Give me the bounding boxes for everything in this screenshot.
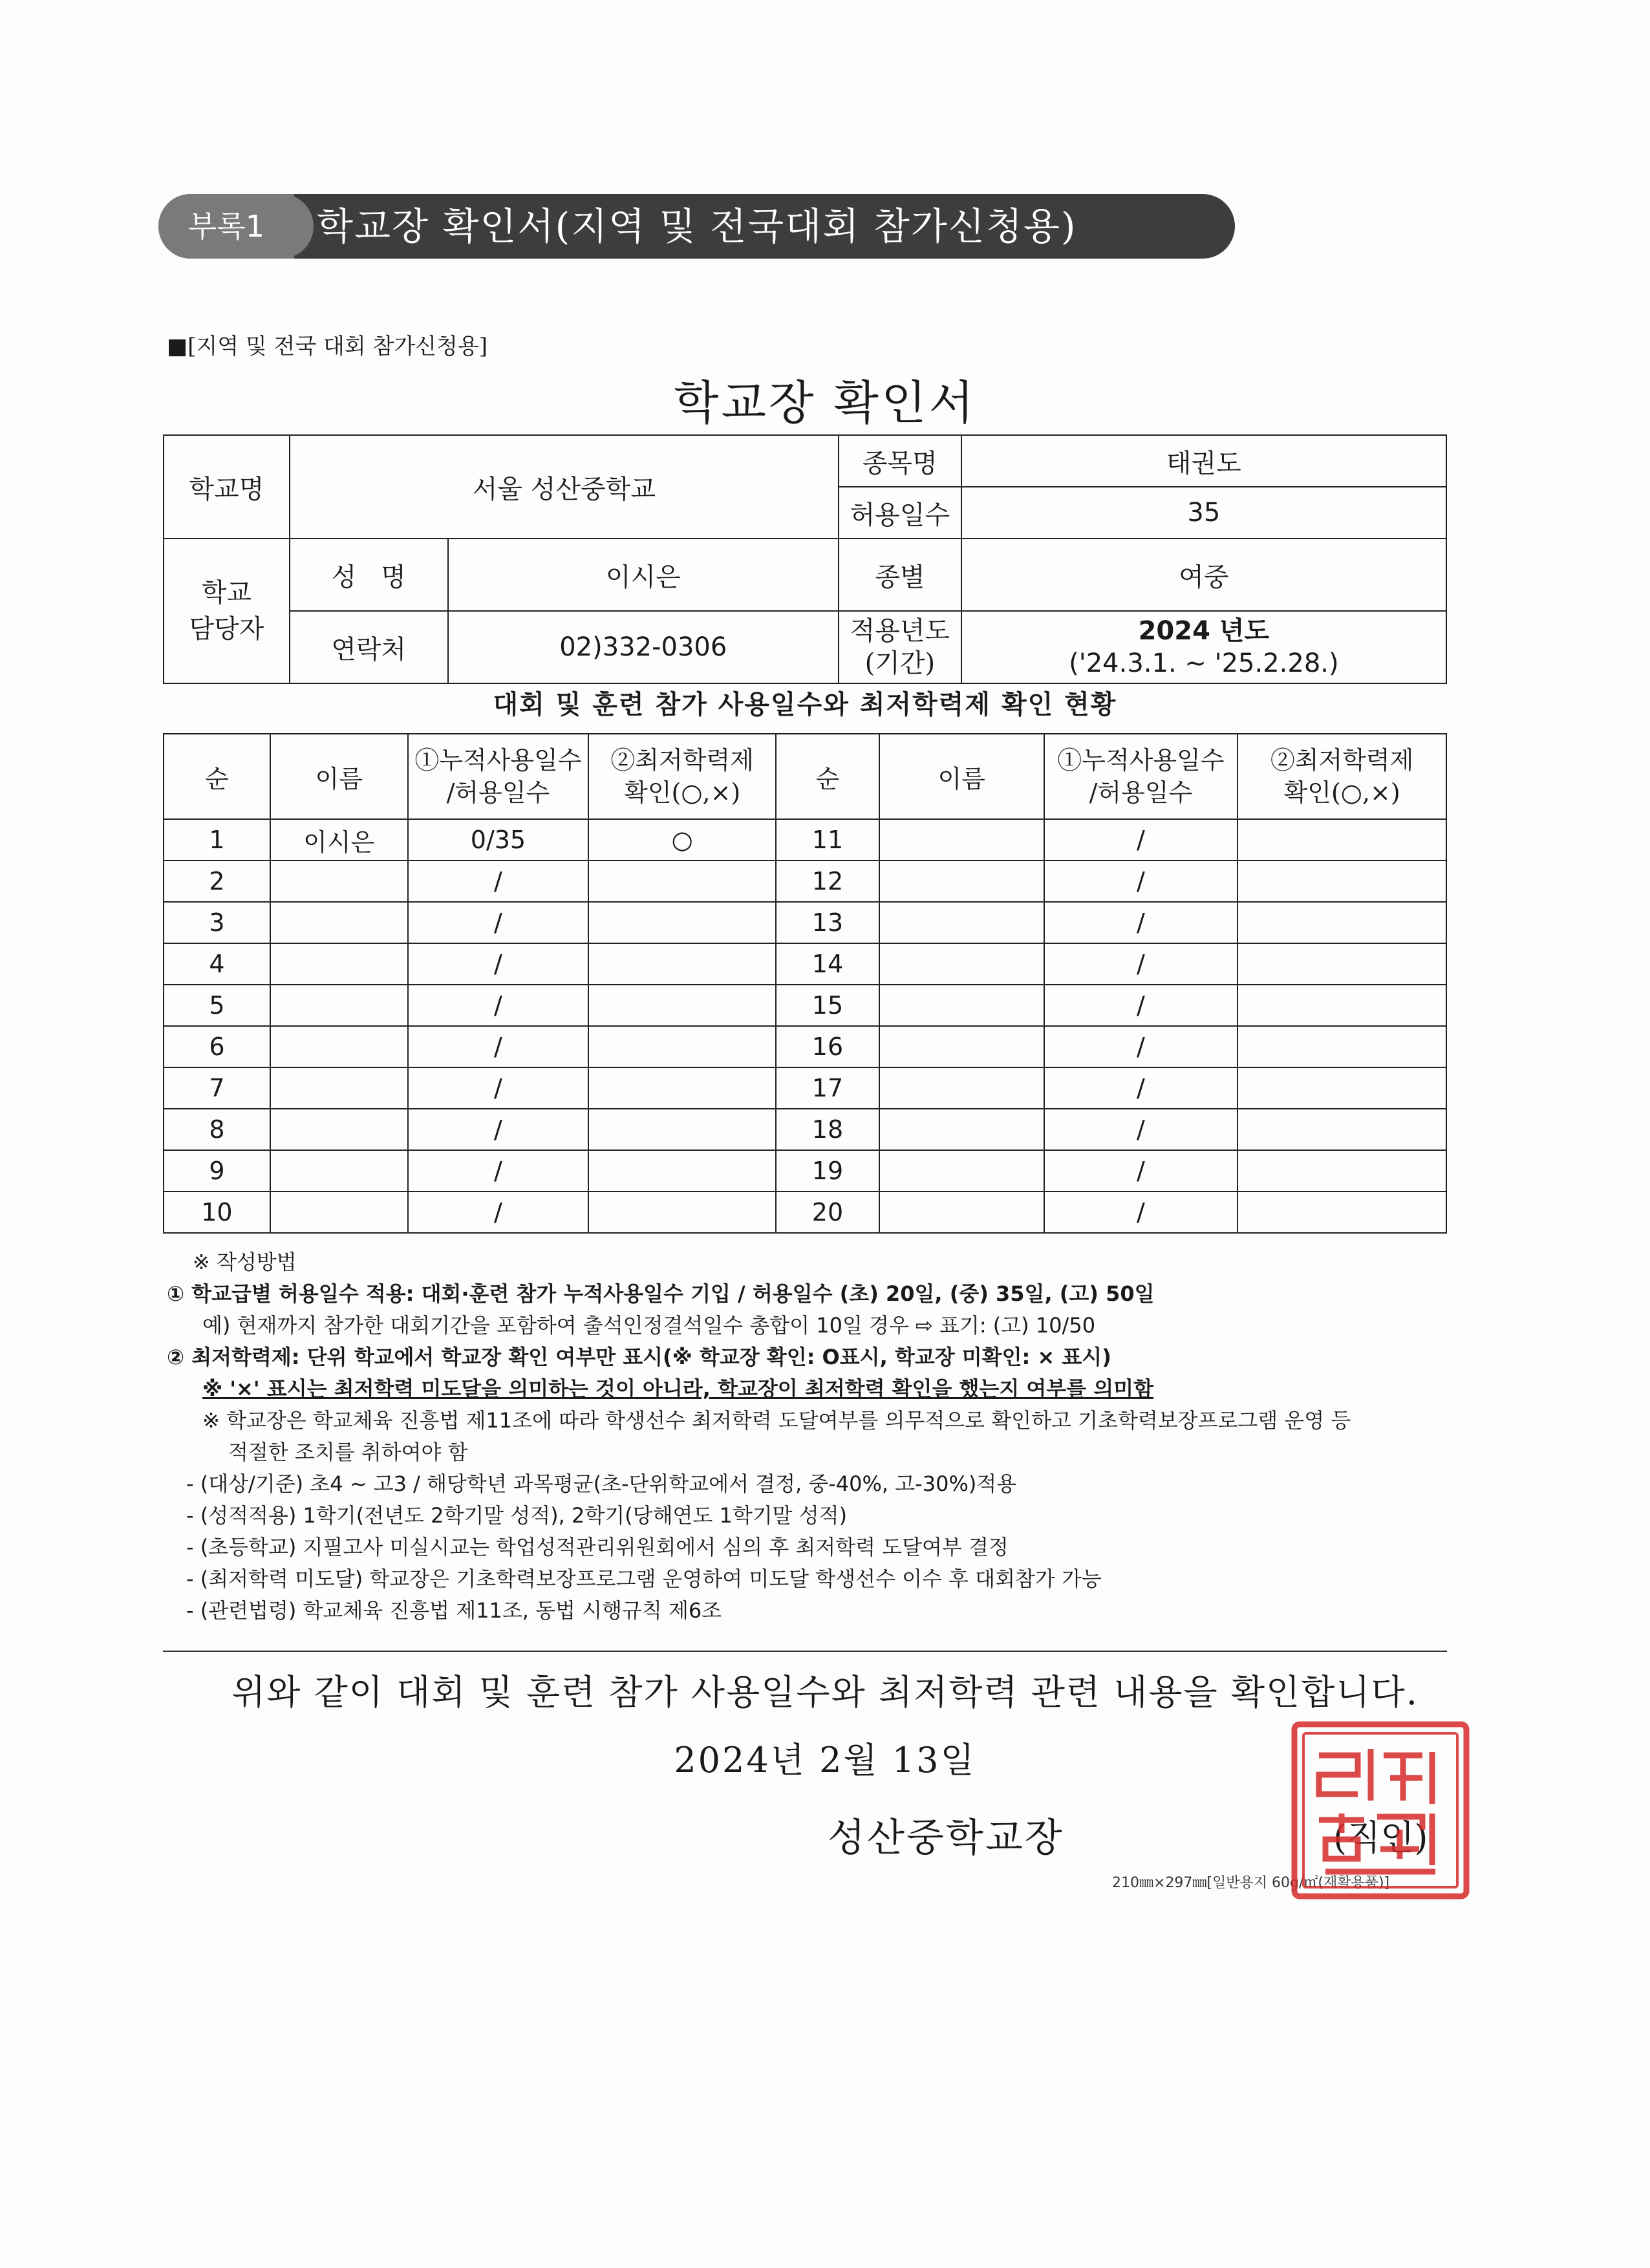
header-days: ①누적사용일수 /허용일수 xyxy=(408,734,589,819)
row-days: / xyxy=(408,902,589,943)
sport-value: 태권도 xyxy=(961,435,1446,487)
detail-4: - (최저학력 미도달) 학교장은 기초학력보장프로그램 운영하여 미도달 학생선수 이수 후 대회참가 가능 xyxy=(186,1567,1102,1591)
contact-label: 연락처 xyxy=(290,611,448,683)
row-no: 3 xyxy=(164,902,270,943)
name-value: 이시은 xyxy=(448,539,839,611)
table-row xyxy=(164,1067,1446,1109)
row-name xyxy=(270,1067,408,1109)
header-no-2: 순 xyxy=(776,734,879,819)
seal-label: (직인) xyxy=(1333,1817,1428,1858)
school-label: 학교명 xyxy=(164,435,290,539)
period-value: ('24.3.1. ~ '25.2.28.) xyxy=(1069,648,1339,678)
table-row xyxy=(164,985,1446,1026)
header-name: 이름 xyxy=(270,734,408,819)
note-2-b-cont: 적절한 조치를 취하여야 함 xyxy=(228,1440,468,1464)
row-days: / xyxy=(408,1026,589,1067)
divider xyxy=(163,1651,1447,1652)
table-row xyxy=(164,861,1446,902)
row-no: 6 xyxy=(164,1026,270,1067)
paper-spec: 210㎜×297㎜[일반용지 60g/㎡(재활용품)] xyxy=(1112,1875,1390,1891)
contact-value: 02)332-0306 xyxy=(448,611,839,683)
confirmation-statement: 위와 같이 대회 및 훈련 참가 사용일수와 최저학력 관련 내용을 확인합니다. xyxy=(231,1672,1419,1713)
row-no-2: 16 xyxy=(776,1026,879,1067)
row-name-2 xyxy=(879,1026,1044,1067)
detail-5: - (관련법령) 학교체육 진흥법 제11조, 동법 시행규칙 제6조 xyxy=(186,1598,722,1623)
row-days: / xyxy=(408,943,589,985)
row-no: 8 xyxy=(164,1109,270,1150)
notes-heading: ※ 작성방법 xyxy=(193,1250,297,1274)
table-row xyxy=(164,1192,1446,1233)
row-name-2 xyxy=(879,1150,1044,1192)
row-check xyxy=(588,1067,776,1109)
official-seal-icon xyxy=(1287,1717,1474,1904)
row-no: 2 xyxy=(164,861,270,902)
row-no-2: 20 xyxy=(776,1192,879,1233)
row-no: 10 xyxy=(164,1192,270,1233)
row-days-2: / xyxy=(1044,1026,1238,1067)
row-no-2: 18 xyxy=(776,1109,879,1150)
row-check-2 xyxy=(1238,1192,1446,1233)
detail-3: - (초등학교) 지필고사 미실시교는 학업성적관리위원회에서 심의 후 최저학력 도달여부 결정 xyxy=(186,1535,1009,1559)
year-value: 2024 년도 xyxy=(1138,616,1270,646)
row-check xyxy=(588,1192,776,1233)
row-name xyxy=(270,1109,408,1150)
name-label: 성 명 xyxy=(290,539,448,611)
sport-label: 종목명 xyxy=(839,435,961,487)
row-days: / xyxy=(408,1067,589,1109)
row-days-2: / xyxy=(1044,902,1238,943)
info-table xyxy=(163,434,1447,684)
row-name xyxy=(270,902,408,943)
row-name xyxy=(270,861,408,902)
banner-tag: 부록1 xyxy=(158,194,294,259)
note-2-a: ※ '×' 표시는 최저학력 미도달을 의미하는 것이 아니라, 학교장이 최저학력 확인을 했는지 여부를 의미함 xyxy=(202,1376,1153,1401)
row-no: 9 xyxy=(164,1150,270,1192)
row-check xyxy=(588,985,776,1026)
table-row xyxy=(164,902,1446,943)
row-days-2: / xyxy=(1044,1150,1238,1192)
participation-table xyxy=(163,733,1447,1234)
issue-date: 2024년 2월 13일 xyxy=(674,1740,976,1781)
row-check-2 xyxy=(1238,1150,1446,1192)
row-check xyxy=(588,1109,776,1150)
year-label: 적용년도 (기간) xyxy=(839,611,961,683)
row-check-2 xyxy=(1238,943,1446,985)
gender-label: 종별 xyxy=(839,539,961,611)
row-name xyxy=(270,1192,408,1233)
row-name-2 xyxy=(879,985,1044,1026)
school-value: 서울 성산중학교 xyxy=(290,435,839,539)
row-no-2: 14 xyxy=(776,943,879,985)
banner-title: 학교장 확인서(지역 및 전국대회 참가신청용) xyxy=(317,204,1077,248)
row-days: / xyxy=(408,985,589,1026)
row-check-2 xyxy=(1238,819,1446,861)
row-days-2: / xyxy=(1044,819,1238,861)
row-days-2: / xyxy=(1044,1109,1238,1150)
principal-title: 성산중학교장 xyxy=(828,1815,1064,1861)
row-no: 7 xyxy=(164,1067,270,1109)
instructions xyxy=(167,1246,1460,1627)
row-no-2: 19 xyxy=(776,1150,879,1192)
row-name xyxy=(270,943,408,985)
row-name-2 xyxy=(879,943,1044,985)
row-no: 4 xyxy=(164,943,270,985)
row-name-2 xyxy=(879,1109,1044,1150)
row-check xyxy=(588,1150,776,1192)
row-name-2 xyxy=(879,819,1044,861)
header-check-2: ②최저학력제 확인(○,×) xyxy=(1238,734,1446,819)
row-no: 1 xyxy=(164,819,270,861)
row-check xyxy=(588,902,776,943)
row-days: / xyxy=(408,1150,589,1192)
row-name-2 xyxy=(879,1067,1044,1109)
row-check-2 xyxy=(1238,1026,1446,1067)
header-days-2: ①누적사용일수 /허용일수 xyxy=(1044,734,1238,819)
row-check-2 xyxy=(1238,1109,1446,1150)
row-no-2: 11 xyxy=(776,819,879,861)
detail-1: - (대상/기준) 초4 ~ 고3 / 해당학년 과목평균(초-단위학교에서 결정, 중-40%, 고-30%)적용 xyxy=(186,1471,1017,1496)
row-check-2 xyxy=(1238,985,1446,1026)
document-title: 학교장 확인서 xyxy=(673,376,977,430)
header-no: 순 xyxy=(164,734,270,819)
row-check: ○ xyxy=(588,819,776,861)
row-check-2 xyxy=(1238,902,1446,943)
row-days: / xyxy=(408,1109,589,1150)
row-no: 5 xyxy=(164,985,270,1026)
row-days: / xyxy=(408,861,589,902)
note-2: ② 최저학력제: 단위 학교에서 학교장 확인 여부만 표시(※ 학교장 확인: O표시, 학교장 미확인: × 표시) xyxy=(167,1345,1111,1369)
appendix-banner xyxy=(158,194,1235,259)
row-days-2: / xyxy=(1044,1067,1238,1109)
status-caption: 대회 및 훈련 참가 사용일수와 최저학력제 확인 현황 xyxy=(493,689,1117,720)
table-row xyxy=(164,819,1446,861)
row-name xyxy=(270,1026,408,1067)
row-no-2: 15 xyxy=(776,985,879,1026)
table-row xyxy=(164,943,1446,985)
row-name-2 xyxy=(879,1192,1044,1233)
table-row xyxy=(164,1026,1446,1067)
row-name xyxy=(270,985,408,1026)
row-days-2: / xyxy=(1044,943,1238,985)
row-days-2: / xyxy=(1044,1192,1238,1233)
row-days: 0/35 xyxy=(408,819,589,861)
header-check: ②최저학력제 확인(○,×) xyxy=(588,734,776,819)
allowed-days-label: 허용일수 xyxy=(839,487,961,539)
row-check-2 xyxy=(1238,1067,1446,1109)
row-name xyxy=(270,1150,408,1192)
row-no-2: 13 xyxy=(776,902,879,943)
note-2-b: ※ 학교장은 학교체육 진흥법 제11조에 따라 학생선수 최저학력 도달여부를 의무적으로 확인하고 기초학력보장프로그램 운영 등 xyxy=(202,1408,1351,1433)
note-1-example: 예) 현재까지 참가한 대회기간을 포함하여 출석인정결석일수 총합이 10일 경우 ⇨ 표기: (고) 10/50 xyxy=(202,1313,1096,1338)
row-days-2: / xyxy=(1044,985,1238,1026)
table-row xyxy=(164,1150,1446,1192)
row-days: / xyxy=(408,1192,589,1233)
row-no-2: 17 xyxy=(776,1067,879,1109)
row-name-2 xyxy=(879,861,1044,902)
row-name-2 xyxy=(879,902,1044,943)
header-name-2: 이름 xyxy=(879,734,1044,819)
note-1: ① 학교급별 허용일수 적용: 대회·훈련 참가 누적사용일수 기입 / 허용일수 (초) 20일, (중) 35일, (고) 50일 xyxy=(167,1281,1155,1306)
row-check xyxy=(588,1026,776,1067)
row-check-2 xyxy=(1238,861,1446,902)
manager-label: 학교 담당자 xyxy=(164,539,290,683)
row-no-2: 12 xyxy=(776,861,879,902)
row-name: 이시은 xyxy=(270,819,408,861)
allowed-days-value: 35 xyxy=(961,487,1446,539)
year-cell xyxy=(961,611,1446,683)
gender-value: 여중 xyxy=(961,539,1446,611)
row-check xyxy=(588,861,776,902)
row-days-2: / xyxy=(1044,861,1238,902)
row-check xyxy=(588,943,776,985)
detail-2: - (성적적용) 1학기(전년도 2학기말 성적), 2학기(당해연도 1학기말 성적) xyxy=(186,1503,848,1528)
table-row xyxy=(164,1109,1446,1150)
form-type-label: ■[지역 및 전국 대회 참가신청용] xyxy=(167,334,488,359)
